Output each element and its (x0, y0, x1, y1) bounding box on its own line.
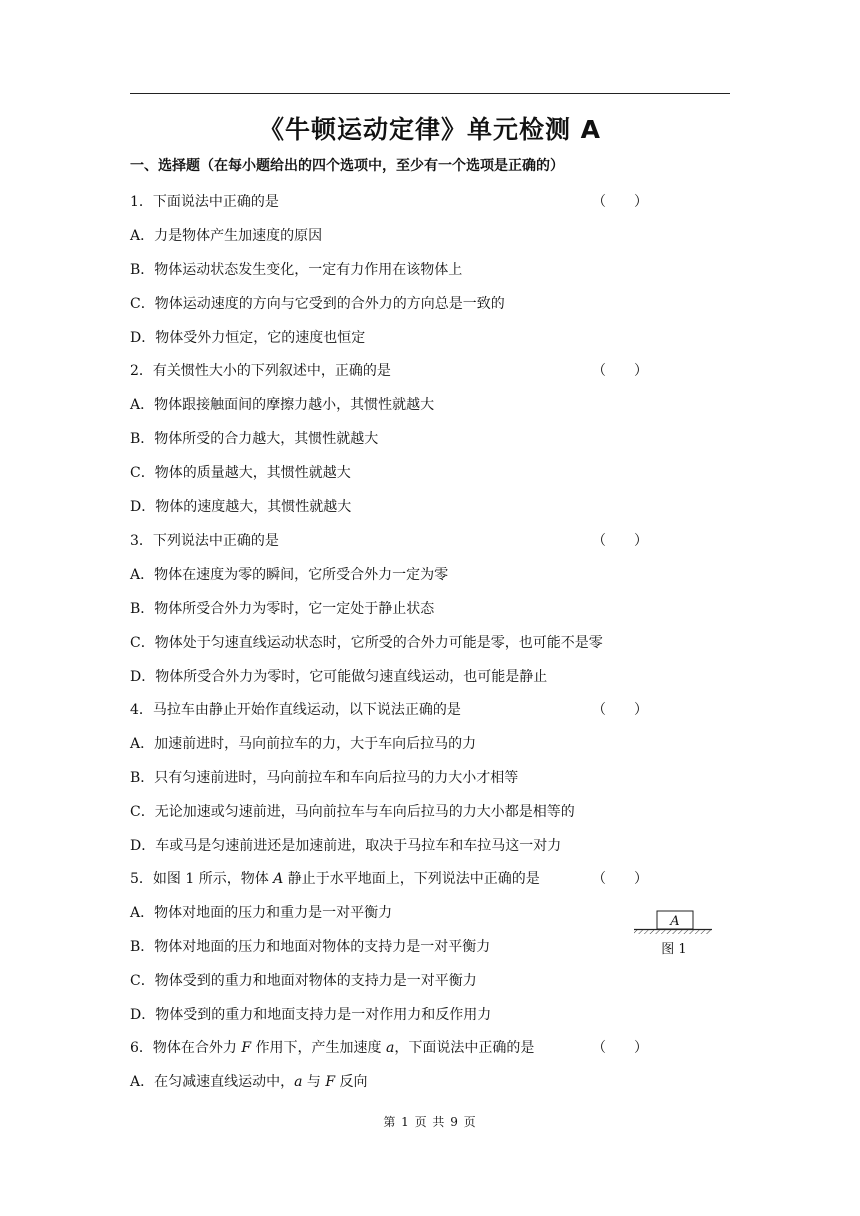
q1-option-b: B．物体运动状态发生变化，一定有力作用在该物体上 (130, 262, 463, 278)
q2-option-a: A．物体跟接触面间的摩擦力越小，其惯性就越大 (130, 397, 435, 413)
figure-caption: 图 1 (661, 942, 687, 957)
q3-option-c: C．物体处于匀速直线运动状态时，它所受的合外力可能是零，也可能不是零 (130, 635, 603, 651)
q6-symbol-a: a (385, 1040, 395, 1056)
q6-symbol-f: F (241, 1040, 252, 1056)
q3-option-a: A．物体在速度为零的瞬间，它所受合外力一定为零 (130, 567, 449, 583)
q4-answer-bracket: （ ） (592, 702, 648, 718)
q5-option-c: C．物体受到的重力和地面对物体的支持力是一对平衡力 (130, 973, 477, 989)
q4-stem: 4．马拉车由静止开始作直线运动，以下说法正确的是 (130, 702, 461, 718)
q4-option-d: D．车或马是匀速前进还是加速前进，取决于马拉车和车拉马这一对力 (130, 838, 562, 854)
q4-option-a: A．加速前进时，马向前拉车的力，大于车向后拉马的力 (130, 736, 477, 752)
q1-option-c: C．物体运动速度的方向与它受到的合外力的方向总是一致的 (130, 296, 505, 312)
header-rule (130, 93, 730, 94)
q3-stem: 3．下列说法中正确的是 (130, 533, 279, 549)
section-heading: 一、选择题（在每小题给出的四个选项中，至少有一个选项是正确的） (130, 158, 564, 174)
q6-option-a: A．在匀减速直线运动中，a 与 F 反向 (130, 1074, 368, 1090)
q2-option-d: D．物体的速度越大，其惯性就越大 (130, 499, 352, 515)
q4-option-b: B．只有匀速前进时，马向前拉车和车向后拉马的力大小才相等 (130, 770, 519, 786)
q3-option-d: D．物体所受合外力为零时，它可能做匀速直线运动，也可能是静止 (130, 669, 548, 685)
q5-symbol-a: A (273, 871, 284, 887)
block-label: A (670, 914, 680, 929)
q5-option-a: A．物体对地面的压力和重力是一对平衡力 (130, 905, 393, 921)
page-title: 《牛顿运动定律》单元检测 A (258, 115, 602, 144)
q5-option-d: D．物体受到的重力和地面支持力是一对作用力和反作用力 (130, 1007, 492, 1023)
q1-answer-bracket: （ ） (592, 194, 648, 210)
q2-answer-bracket: （ ） (592, 363, 648, 379)
q3-option-b: B．物体所受合外力为零时，它一定处于静止状态 (130, 601, 435, 617)
q5-stem: 5．如图 1 所示，物体 A 静止于水平地面上，下列说法中正确的是 (130, 871, 540, 887)
page-footer: 第 1 页 共 9 页 (383, 1115, 477, 1129)
q6-answer-bracket: （ ） (592, 1040, 648, 1056)
q6-stem: 6．物体在合外力 F 作用下，产生加速度 a，下面说法中正确的是 (130, 1040, 535, 1056)
q2-stem: 2．有关惯性大小的下列叙述中，正确的是 (130, 363, 391, 379)
ground-hatch (634, 930, 712, 934)
q1-stem: 1．下面说法中正确的是 (130, 194, 279, 210)
q5-option-b: B．物体对地面的压力和地面对物体的支持力是一对平衡力 (130, 939, 491, 955)
q5-answer-bracket: （ ） (592, 871, 648, 887)
q3-answer-bracket: （ ） (592, 533, 648, 549)
q1-option-a: A．力是物体产生加速度的原因 (130, 228, 323, 244)
q2-option-c: C．物体的质量越大，其惯性就越大 (130, 465, 351, 481)
q4-option-c: C．无论加速或匀速前进，马向前拉车与车向后拉马的力大小都是相等的 (130, 804, 575, 820)
q2-option-b: B．物体所受的合力越大，其惯性就越大 (130, 431, 379, 447)
q1-option-d: D．物体受外力恒定，它的速度也恒定 (130, 330, 366, 346)
figure-1-diagram (634, 910, 712, 958)
